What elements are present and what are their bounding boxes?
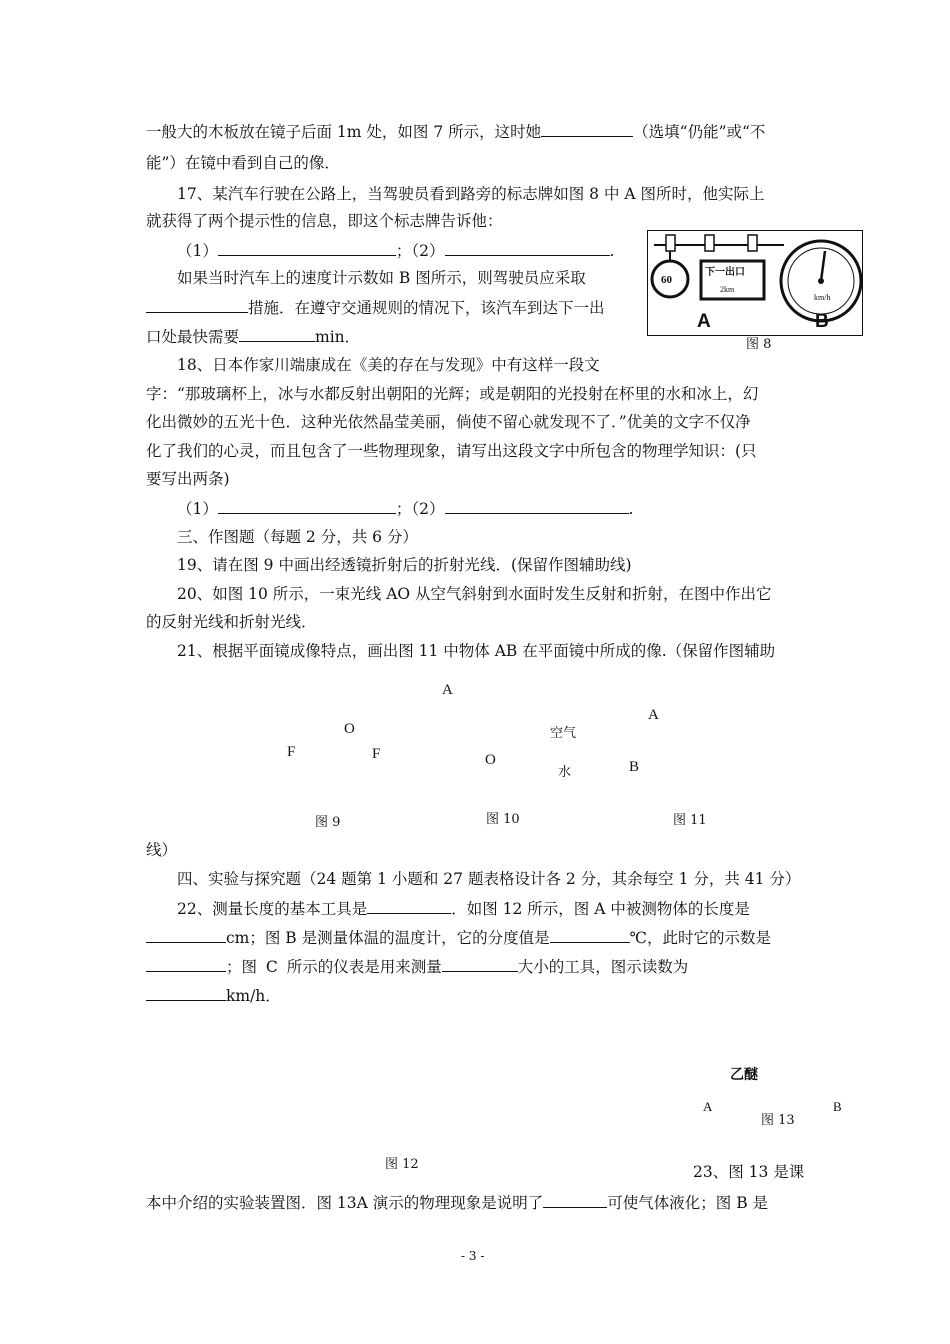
figure-13-ether-label: 乙醚 <box>730 1067 758 1083</box>
text-segment: km/h． <box>226 987 281 1005</box>
question-23: 23、图 13 是课 <box>693 1163 805 1181</box>
text-segment: . <box>609 242 615 260</box>
figure-9-point-o: O <box>344 721 355 737</box>
text-segment: 措施．在遵守交通规则的情况下，该汽车到达下一出 <box>248 299 605 317</box>
text-line: 就获得了两个提示性的信息，即这个标志牌告诉他： <box>146 212 503 230</box>
figure-11-point-b: B <box>629 759 640 775</box>
text-line <box>146 326 360 347</box>
text-line: 字：“那玻璃杯上，冰与水都反射出朝阳的光辉；或是朝阳的光投射在杯里的水和冰上，幻 <box>146 385 759 403</box>
text-segment: 大小的工具，图示读数为 <box>517 958 689 976</box>
text-segment: ．如图 12 所示，图 A 中被测物体的长度是 <box>451 900 750 918</box>
text-segment: （1） <box>177 242 218 260</box>
answer-blank[interactable] <box>550 927 630 943</box>
figure-8-caption: 图 8 <box>746 337 772 352</box>
figure-10-caption: 图 10 <box>486 812 520 827</box>
text-segment: 可使气体液化；图 B 是 <box>607 1194 769 1212</box>
question-18: 18、日本作家川端康成在《美的存在与发现》中有这样一段文 <box>177 356 600 374</box>
text-line <box>177 240 614 261</box>
answer-blank[interactable] <box>239 326 315 342</box>
figure-10-water-label: 水 <box>558 764 572 779</box>
figure-9-focus-right: F <box>372 746 381 762</box>
figure-13-caption: 图 13 <box>761 1113 795 1128</box>
question-19: 19、请在图 9 中画出经透镜折射后的折射光线．(保留作图辅助线) <box>177 556 632 574</box>
figure-11-point-a: A <box>648 707 659 723</box>
text-line <box>146 985 281 1006</box>
figure-13-label-b: B <box>833 1099 842 1114</box>
answer-blank[interactable] <box>146 956 226 972</box>
text-segment: （1） <box>177 500 218 518</box>
text-line: 如果当时汽车上的速度计示数如 B 图所示，则驾驶员应采取 <box>177 269 586 287</box>
page-number: - 3 - <box>461 1249 485 1263</box>
question-22 <box>177 898 750 919</box>
question-21: 21、根据平面镜成像特点，画出图 11 中物体 AB 在平面镜中所成的像.（保留作图辅助 <box>177 642 776 660</box>
speedometer-hub <box>818 278 824 284</box>
speed-limit-value: 60 <box>661 274 672 286</box>
answer-blank[interactable] <box>541 121 633 137</box>
text-line: 的反射光线和折射光线． <box>146 613 317 631</box>
figure-9-focus-left: F <box>287 744 296 760</box>
figure-11-caption: 图 11 <box>673 813 707 828</box>
text-line <box>146 121 765 142</box>
text-line: 要写出两条) <box>146 470 230 488</box>
text-segment: . <box>628 500 634 518</box>
figure-8-label-a: A <box>697 311 711 332</box>
answer-blank[interactable] <box>146 927 226 943</box>
answer-blank[interactable] <box>367 898 451 914</box>
text-segment: （选填“仍能”或“不 <box>633 123 766 141</box>
answer-blank[interactable] <box>543 1192 607 1208</box>
text-line: 化了我们的心灵，而且包含了一些物理现象，请写出这段文字中所包含的物理学知识：(只 <box>146 442 757 460</box>
answer-blank[interactable] <box>218 240 396 256</box>
text-segment: ℃，此时它的示数是 <box>629 929 771 947</box>
figure-8-drawing <box>648 231 864 337</box>
figure-10-point-a: A <box>442 682 453 698</box>
answer-blank[interactable] <box>445 498 629 514</box>
text-segment: ；图 C 所示的仪表是用来测量 <box>226 958 442 976</box>
text-segment: cm；图 B 是测量体温的温度计，它的分度值是 <box>226 929 550 947</box>
text-line <box>146 927 771 948</box>
answer-blank[interactable] <box>146 985 226 1001</box>
text-segment: 22、测量长度的基本工具是 <box>177 900 368 918</box>
answer-blank[interactable] <box>146 297 248 313</box>
section-heading-4: 四、实验与探究题（24 题第 1 小题和 27 题表格设计各 2 分，其余每空 1 分，共 41 分） <box>177 870 801 888</box>
figure-8-label-b: B <box>815 311 829 332</box>
answer-blank[interactable] <box>442 956 518 972</box>
text-segment: 口处最快需要 <box>146 328 240 346</box>
figure-10-point-o: O <box>485 752 496 768</box>
text-segment: 一般大的木板放在镜子后面 1m 处，如图 7 所示，这时她 <box>146 123 542 141</box>
text-line: 化出微妙的五光十色．这种光依然晶莹美丽，倘使不留心就发现不了．”优美的文字不仅净 <box>146 413 751 431</box>
section-heading-3: 三、作图题（每题 2 分，共 6 分） <box>177 528 418 546</box>
figure-13-label-a: A <box>703 1099 713 1114</box>
text-segment: min． <box>315 328 361 346</box>
figure-10-air-label: 空气 <box>550 725 577 740</box>
text-line <box>146 956 688 977</box>
text-line <box>146 1192 768 1213</box>
question-20: 20、如图 10 所示，一束光线 AO 从空气斜射到水面时发生反射和折射，在图中作出它 <box>177 585 772 603</box>
text-line <box>177 498 633 519</box>
sign-clamp <box>666 235 675 251</box>
figure-12-caption: 图 12 <box>385 1157 419 1172</box>
answer-blank[interactable] <box>445 240 610 256</box>
text-line: 能”）在镜中看到自己的像． <box>146 154 340 172</box>
exit-sign-distance: 2km <box>720 285 735 294</box>
sign-clamp <box>748 235 757 251</box>
figure-9-caption: 图 9 <box>315 815 341 830</box>
question-17: 17、某汽车行驶在公路上，当驾驶员看到路旁的标志牌如图 8 中 A 图所时，他实际上 <box>177 185 765 203</box>
text-segment: ；（2） <box>395 500 445 518</box>
text-line: 线） <box>146 841 178 859</box>
speedometer-unit: km/h <box>814 293 831 302</box>
answer-blank[interactable] <box>218 498 396 514</box>
text-segment: ；（2） <box>395 242 445 260</box>
text-line <box>146 297 605 318</box>
text-segment: 本中介绍的实验装置图．图 13A 演示的物理现象是说明了 <box>146 1194 544 1212</box>
sign-clamp <box>705 235 714 251</box>
exit-sign-text: 下一出口 <box>705 267 745 278</box>
figure-8 <box>647 230 863 336</box>
